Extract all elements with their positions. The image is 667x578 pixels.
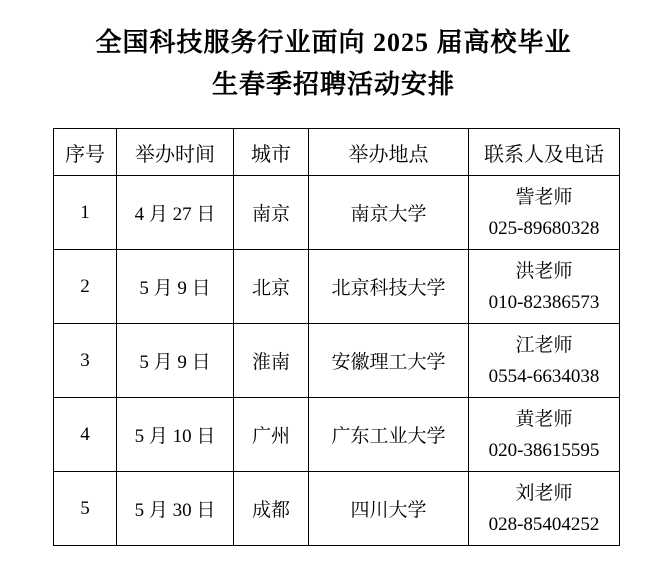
contact-name: 訾老师 bbox=[515, 186, 573, 208]
schedule-table-container bbox=[53, 128, 614, 546]
cell-seq: 3 bbox=[54, 324, 117, 398]
column-header-time: 举办时间 bbox=[117, 129, 234, 176]
table-body bbox=[54, 176, 620, 546]
contact-phone: 025-89680328 bbox=[488, 217, 600, 239]
table-row bbox=[54, 398, 620, 472]
cell-time: 5 月 9 日 bbox=[117, 324, 234, 398]
cell-city: 广州 bbox=[234, 398, 309, 472]
contact-phone: 020-38615595 bbox=[488, 439, 600, 461]
cell-city: 成都 bbox=[234, 472, 309, 546]
cell-place: 安徽理工大学 bbox=[309, 324, 469, 398]
column-header-place: 举办地点 bbox=[309, 129, 469, 176]
cell-time: 4 月 27 日 bbox=[117, 176, 234, 250]
contact-name: 江老师 bbox=[515, 334, 573, 356]
cell-place: 北京科技大学 bbox=[309, 250, 469, 324]
schedule-table bbox=[53, 128, 620, 546]
cell-place: 四川大学 bbox=[309, 472, 469, 546]
cell-place: 南京大学 bbox=[309, 176, 469, 250]
cell-seq: 5 bbox=[54, 472, 117, 546]
cell-place: 广东工业大学 bbox=[309, 398, 469, 472]
contact-phone: 010-82386573 bbox=[488, 291, 600, 313]
cell-contact bbox=[469, 472, 620, 546]
contact-name: 黄老师 bbox=[515, 408, 573, 430]
cell-contact bbox=[469, 250, 620, 324]
table-row bbox=[54, 472, 620, 546]
cell-contact bbox=[469, 324, 620, 398]
cell-seq: 4 bbox=[54, 398, 117, 472]
cell-city: 淮南 bbox=[234, 324, 309, 398]
page-title-line-2: 生春季招聘活动安排 bbox=[211, 70, 455, 99]
contact-phone: 0554-6634038 bbox=[488, 365, 600, 387]
cell-city: 北京 bbox=[234, 250, 309, 324]
table-row bbox=[54, 250, 620, 324]
column-header-contact: 联系人及电话 bbox=[469, 129, 620, 176]
cell-city: 南京 bbox=[234, 176, 309, 250]
cell-contact bbox=[469, 398, 620, 472]
contact-name: 洪老师 bbox=[515, 260, 573, 282]
cell-time: 5 月 9 日 bbox=[117, 250, 234, 324]
contact-name: 刘老师 bbox=[515, 482, 573, 504]
table-header-row bbox=[54, 129, 620, 176]
cell-time: 5 月 30 日 bbox=[117, 472, 234, 546]
table-header bbox=[54, 129, 620, 176]
page-title bbox=[0, 0, 667, 106]
cell-seq: 2 bbox=[54, 250, 117, 324]
table-row bbox=[54, 176, 620, 250]
page-title-line-1: 全国科技服务行业面向 2025 届高校毕业 bbox=[95, 28, 572, 57]
cell-seq: 1 bbox=[54, 176, 117, 250]
column-header-city: 城市 bbox=[234, 129, 309, 176]
contact-phone: 028-85404252 bbox=[488, 513, 600, 535]
cell-time: 5 月 10 日 bbox=[117, 398, 234, 472]
cell-contact bbox=[469, 176, 620, 250]
table-row bbox=[54, 324, 620, 398]
column-header-seq: 序号 bbox=[54, 129, 117, 176]
